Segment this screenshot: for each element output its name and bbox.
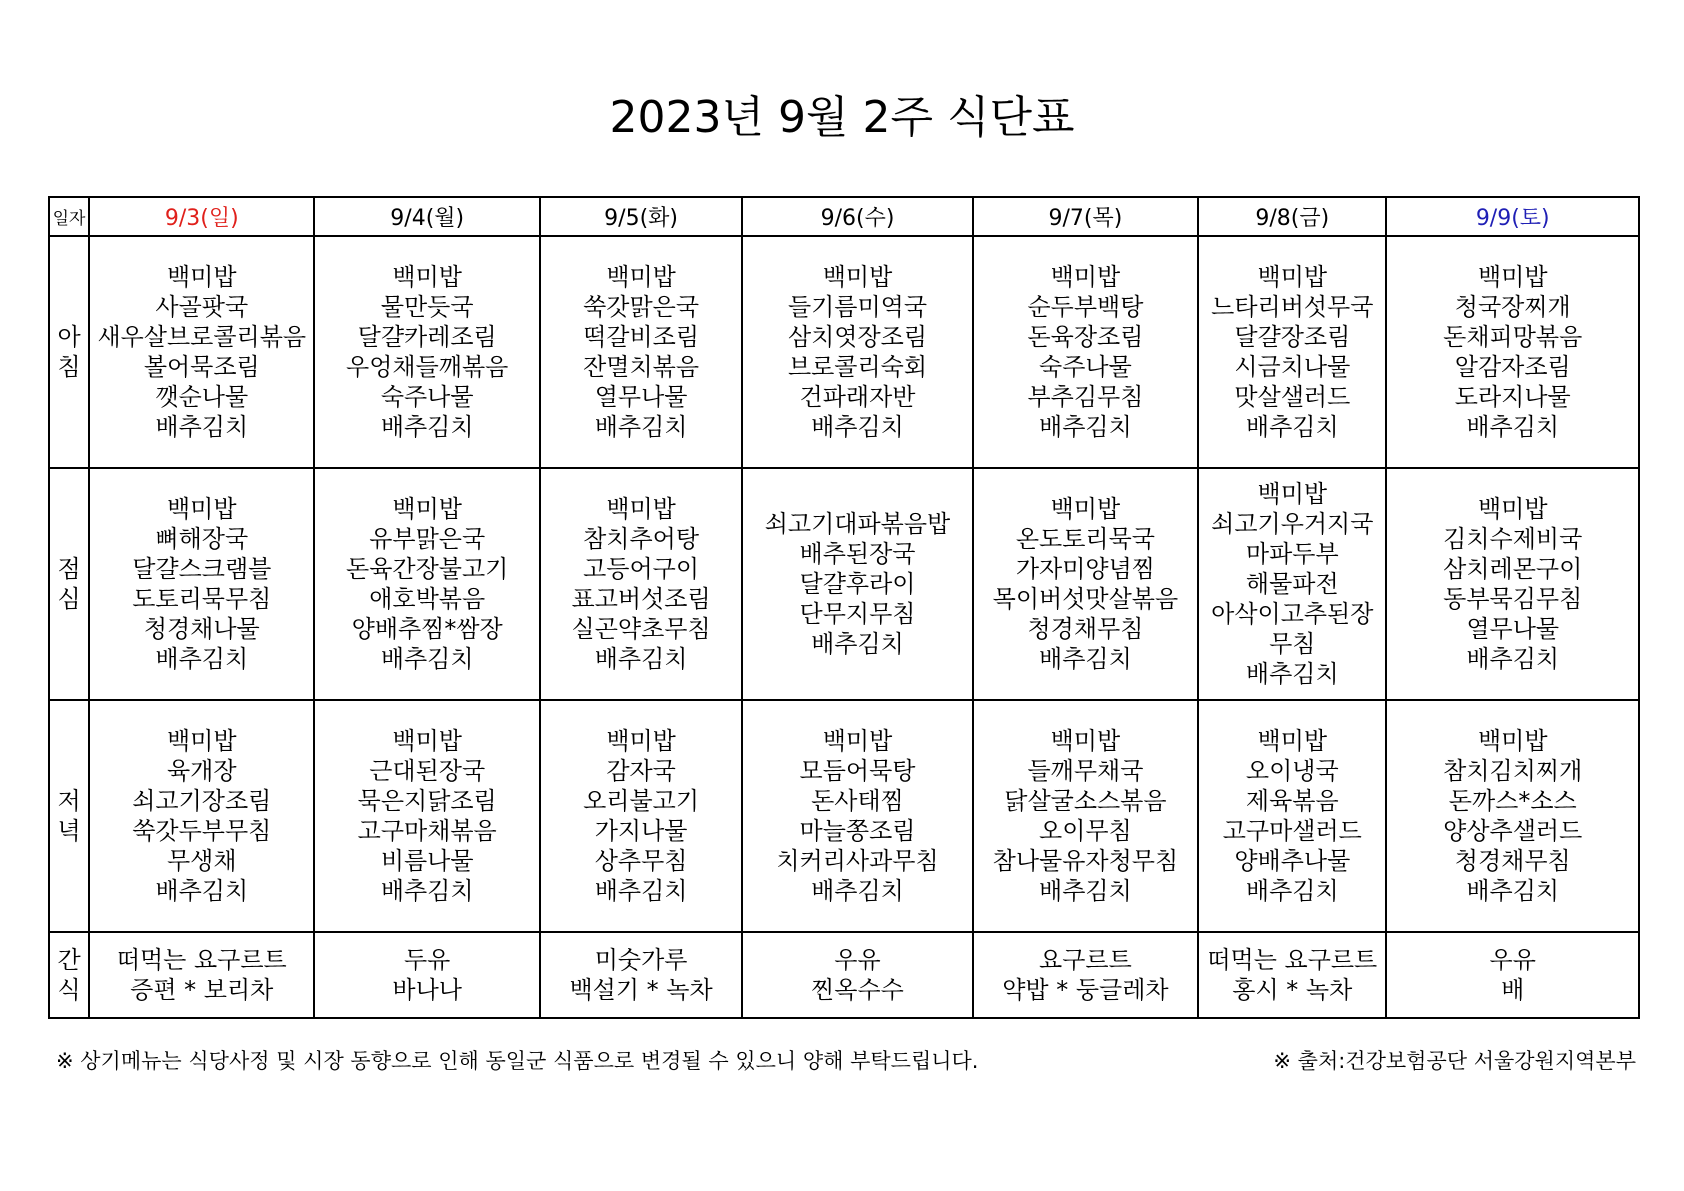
meal-cell [1386,700,1639,932]
menu-item: 순두부백탕 [1027,293,1144,321]
menu-item: 가자미양념찜 [1015,555,1155,583]
menu-item: 숙주나물 [1039,353,1132,381]
menu-item: 배추김치 [1039,877,1132,905]
meal-label-lunch [49,468,89,700]
menu-item: 오이무침 [1039,817,1132,845]
menu-item: 배추김치 [1466,413,1560,441]
menu-item: 백미밥 [1257,480,1328,508]
menu-item: 양배추나물 [1234,847,1351,875]
menu-item: 백미밥 [392,495,462,523]
menu-item: 배추김치 [155,645,249,673]
menu-item: 도라지나물 [1454,383,1571,411]
menu-item: 달걀카레조림 [357,323,497,351]
meal-cell [1386,468,1639,700]
menu-item: 목이버섯맛살볶음 [992,585,1179,613]
menu-item: 마파두부 [1245,540,1339,568]
menu-item: 찐옥수수 [811,976,904,1004]
menu-item: 바나나 [392,976,462,1004]
menu-item: 돈까스*소스 [1448,787,1577,815]
menu-item: 백미밥 [392,727,462,755]
menu-item: 백미밥 [392,263,462,291]
menu-item: 육개장 [166,757,237,785]
menu-item: 숙주나물 [380,383,474,411]
menu-item: 무생채 [166,847,237,875]
meal-label-char: 저 [57,787,81,815]
menu-item: 쑥갓맑은국 [583,293,700,321]
date-header-sat: 9/9(토) [1386,197,1639,236]
menu-item: 배추김치 [1245,877,1339,905]
menu-item: 배추된장국 [799,540,916,568]
header-row [49,197,1639,236]
menu-item: 고구마채볶음 [357,817,497,845]
menu-item: 모듬어묵탕 [799,757,916,785]
menu-item: 사골팟국 [155,293,249,321]
menu-item: 백미밥 [1257,263,1328,291]
menu-item: 깻순나물 [155,383,249,411]
meal-label-dinner [49,700,89,932]
menu-item: 근대된장국 [369,757,486,785]
menu-item: 김치수제비국 [1443,525,1583,553]
menu-item: 떡갈비조림 [583,323,700,351]
menu-item: 가지나물 [594,817,688,845]
menu-item: 배추김치 [1039,413,1132,441]
meal-cell [742,700,972,932]
menu-item: 백미밥 [822,727,893,755]
menu-item: 비름나물 [380,847,474,875]
meal-cell [89,468,314,700]
menu-item: 동부묵김무침 [1443,585,1583,613]
menu-item: 백미밥 [1257,727,1328,755]
menu-item: 오이냉국 [1245,757,1339,785]
meal-row-snack [49,932,1639,1018]
meal-cell [1198,700,1386,932]
meal-cell [314,932,539,1018]
menu-item: 약밥 * 둥글레차 [1002,976,1169,1004]
menu-item: 백미밥 [1050,727,1121,755]
menu-item: 잔멸치볶음 [583,353,700,381]
menu-item: 배추김치 [1039,645,1132,673]
menu-item: 유부맑은국 [369,525,486,553]
menu-item: 들기름미역국 [787,293,928,321]
meal-cell [742,468,972,700]
menu-item: 온도토리묵국 [1015,525,1155,553]
menu-item: 백미밥 [1477,495,1548,523]
menu-item: 볼어묵조림 [143,353,260,381]
menu-item: 브로콜리숙회 [787,353,928,381]
menu-item: 청국장찌개 [1454,293,1571,321]
menu-item: 백미밥 [1477,263,1548,291]
meal-cell [540,236,742,468]
menu-item: 도토리묵무침 [132,585,272,613]
menu-item: 배추김치 [155,877,249,905]
menu-item: 백미밥 [166,495,237,523]
menu-item: 고구마샐러드 [1222,817,1362,845]
footer-source: ※ 출처:건강보험공단 서울강원지역본부 [1273,1049,1636,1073]
meal-label-breakfast [49,236,89,468]
meal-label-char: 간 [57,946,81,974]
meal-cell [1198,236,1386,468]
menu-item: 배추김치 [1466,877,1560,905]
menu-item: 배추김치 [811,877,904,905]
menu-item: 배추김치 [1245,660,1339,688]
menu-item: 양배추찜*쌈장 [351,615,503,643]
menu-item: 배추김치 [380,877,474,905]
menu-item: 감자국 [606,757,676,785]
menu-item: 배추김치 [1466,645,1560,673]
menu-item: 애호박볶음 [369,585,486,613]
meal-cell [1198,468,1386,700]
meal-label-snack [49,932,89,1018]
meal-cell [314,700,539,932]
menu-item: 배추김치 [594,413,688,441]
date-header-tue: 9/5(화) [540,197,742,236]
menu-item: 쇠고기대파볶음밥 [764,510,951,538]
meal-label-char: 심 [57,585,81,613]
menu-item: 아삭이고추된장 [1211,600,1374,628]
menu-item: 떠먹는 요구르트 [1207,946,1378,974]
menu-item: 배추김치 [594,877,688,905]
menu-item: 알감자조림 [1454,353,1571,381]
meal-cell [540,932,742,1018]
menu-item: 제육볶음 [1245,787,1339,815]
date-header-sun: 9/3(일) [89,197,314,236]
menu-item: 묵은지닭조림 [357,787,497,815]
meal-cell [742,236,972,468]
menu-item: 돈사태찜 [811,787,904,815]
meal-row-dinner [49,700,1639,932]
meal-row-lunch [49,468,1639,700]
menu-item: 상추무침 [594,847,688,875]
menu-item: 청경채무침 [1454,847,1571,875]
menu-item: 참치김치찌개 [1443,757,1583,785]
menu-item: 시금치나물 [1234,353,1351,381]
menu-item: 배추김치 [155,413,249,441]
meal-cell [742,932,972,1018]
meal-cell [1198,932,1386,1018]
menu-item: 백설기 * 녹차 [569,976,713,1004]
meal-cell [973,700,1198,932]
menu-item: 열무나물 [594,383,688,411]
menu-item: 백미밥 [1050,495,1121,523]
menu-item: 우엉채들깨볶음 [346,353,509,381]
menu-item: 배추김치 [594,645,688,673]
menu-item: 달걀후라이 [799,570,916,598]
meal-label-char: 녁 [57,817,81,845]
menu-item: 돈채피망볶음 [1443,323,1583,351]
footer-notice: ※ 상기메뉴는 식당사정 및 시장 동향으로 인해 동일군 식품으로 변경될 수 있으니 양해 부탁드립니다. [56,1049,979,1073]
menu-item: 양상추샐러드 [1443,817,1583,845]
date-header-fri: 9/8(금) [1198,197,1386,236]
menu-item: 참나물유자청무침 [992,847,1179,875]
menu-item: 쇠고기우거지국 [1211,510,1374,538]
menu-item: 청경채무침 [1027,615,1144,643]
menu-item: 단무지무침 [799,600,916,628]
menu-item: 쑥갓두부무침 [132,817,272,845]
meal-label-char: 침 [57,353,81,381]
menu-item: 부추김무침 [1027,383,1144,411]
menu-item: 뼈해장국 [155,525,249,553]
meal-cell [973,932,1198,1018]
menu-item: 미숫가루 [594,946,688,974]
menu-item: 느타리버섯무국 [1211,293,1374,321]
meal-cell [314,236,539,468]
meal-label-char: 점 [57,555,81,583]
menu-item: 치커리사과무침 [776,847,939,875]
menu-item: 배추김치 [811,413,904,441]
menu-item: 들깨무채국 [1027,757,1144,785]
menu-item: 백미밥 [822,263,893,291]
menu-item: 백미밥 [606,727,676,755]
menu-item: 삼치엿장조림 [787,323,928,351]
date-header-label: 일자 [49,197,89,236]
menu-item: 백미밥 [1050,263,1121,291]
menu-item: 고등어구이 [583,555,700,583]
menu-item: 실곤약초무침 [571,615,711,643]
meal-label-char: 아 [57,323,81,351]
meal-cell [89,932,314,1018]
menu-item: 배추김치 [1245,413,1339,441]
menu-item: 우유 [834,946,881,974]
menu-item: 마늘쫑조림 [799,817,916,845]
page-title: 2023년 9월 2주 식단표 [609,92,1075,143]
menu-item: 백미밥 [606,495,676,523]
meal-cell [1386,236,1639,468]
menu-item: 달걀장조림 [1234,323,1351,351]
menu-item: 백미밥 [606,263,676,291]
menu-item: 무침 [1269,630,1316,658]
menu-item: 새우살브로콜리볶음 [97,323,307,351]
menu-item: 돈육간장불고기 [346,555,509,583]
date-header-mon: 9/4(월) [314,197,539,236]
menu-item: 증편 * 보리차 [130,976,274,1004]
menu-item: 백미밥 [166,727,237,755]
menu-item: 청경채나물 [143,615,260,643]
date-header-thu: 9/7(목) [973,197,1198,236]
meal-cell [89,700,314,932]
menu-item: 오리불고기 [583,787,700,815]
menu-item: 표고버섯조림 [571,585,711,613]
menu-item: 배추김치 [380,413,474,441]
menu-item: 쇠고기장조림 [132,787,272,815]
meal-cell [89,236,314,468]
menu-item: 삼치레몬구이 [1443,555,1583,583]
menu-item: 두유 [404,946,451,974]
menu-item: 건파래자반 [799,383,916,411]
menu-item: 열무나물 [1466,615,1560,643]
menu-item: 해물파전 [1245,570,1339,598]
menu-item: 닭살굴소스볶음 [1004,787,1167,815]
menu-item: 홍시 * 녹차 [1232,976,1353,1004]
meal-cell [973,236,1198,468]
meal-row-breakfast [49,236,1639,468]
meal-cell [1386,932,1639,1018]
menu-item: 우유 [1489,946,1536,974]
meal-label-char: 식 [57,976,81,1004]
meal-cell [540,468,742,700]
menu-item: 배추김치 [380,645,474,673]
meal-cell [314,468,539,700]
menu-item: 백미밥 [1477,727,1548,755]
menu-item: 맛살샐러드 [1234,383,1351,411]
menu-item: 배 [1501,976,1525,1004]
menu-item: 달걀스크램블 [132,555,272,583]
meal-plan-table [48,196,1640,1019]
menu-item: 돈육장조림 [1027,323,1144,351]
menu-item: 떠먹는 요구르트 [116,946,287,974]
menu-item: 참치추어탕 [583,525,700,553]
date-header-wed: 9/6(수) [742,197,972,236]
menu-item: 물만듯국 [380,293,474,321]
meal-cell [973,468,1198,700]
menu-item: 백미밥 [166,263,237,291]
meal-cell [540,700,742,932]
menu-item: 배추김치 [811,630,904,658]
menu-item: 요구르트 [1039,946,1132,974]
